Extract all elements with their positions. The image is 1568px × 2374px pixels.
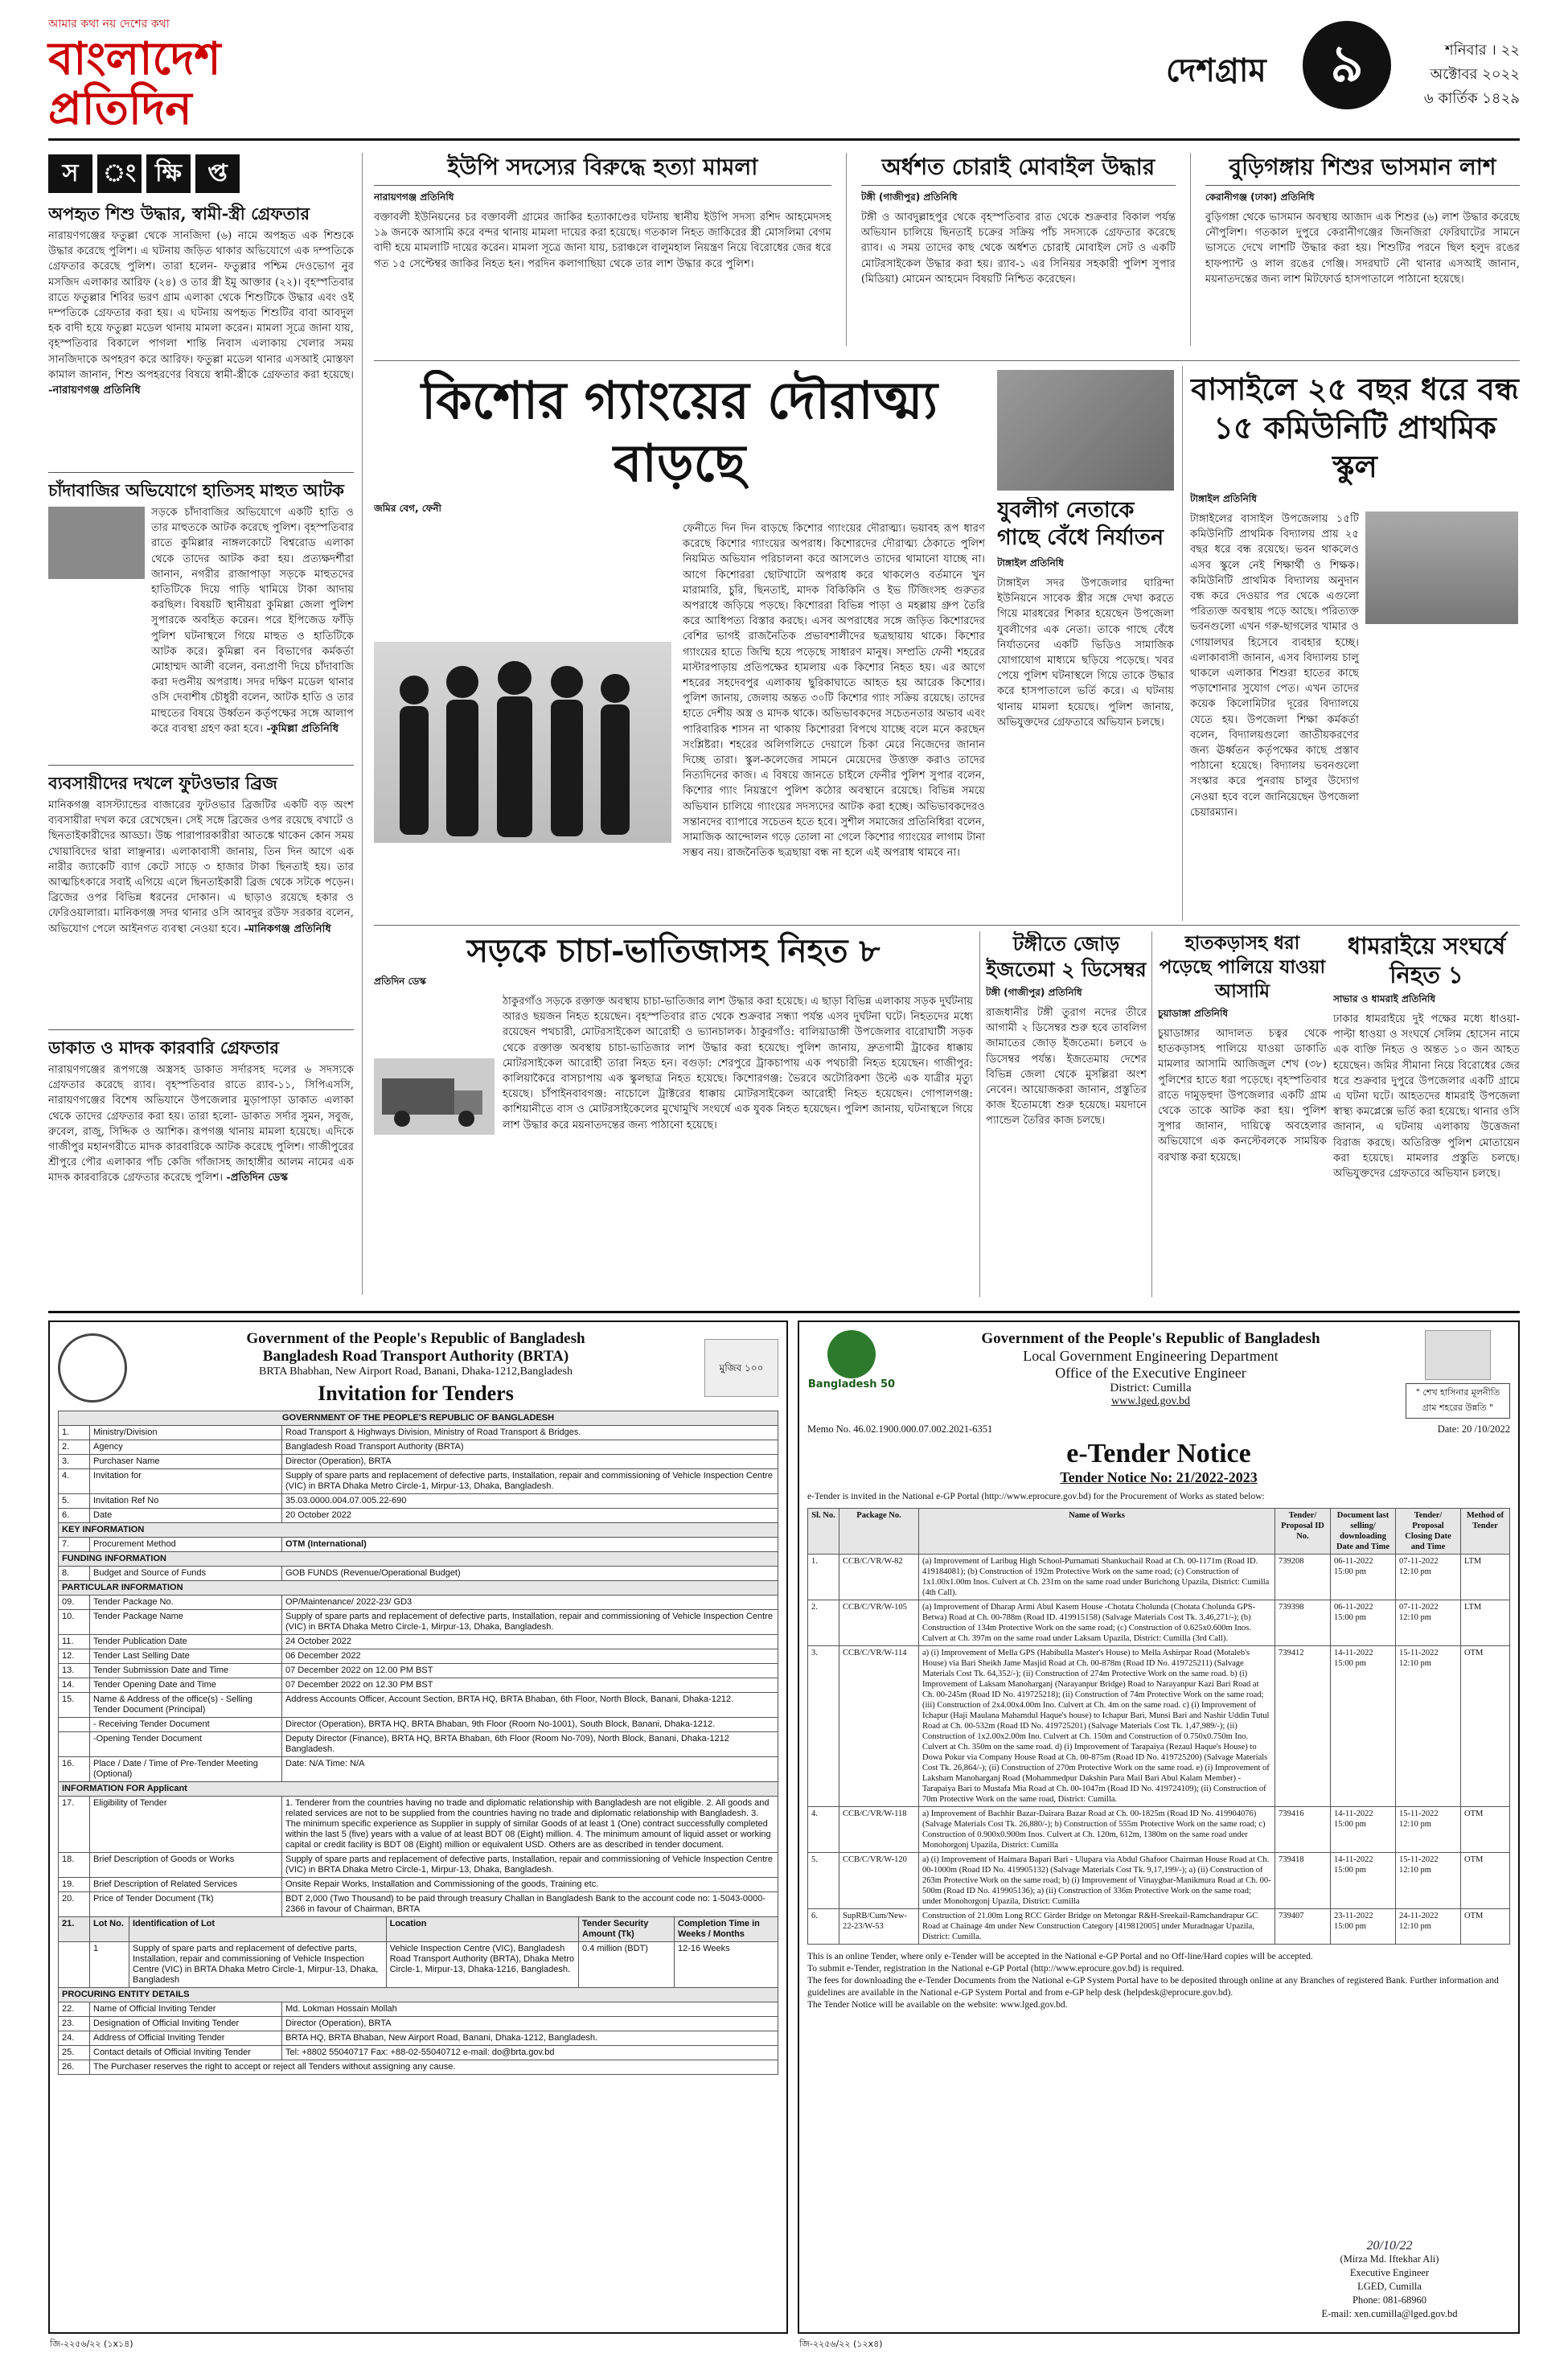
- tagline: আমার কথা নয় দেশের কথা: [48, 18, 170, 31]
- lged-tender-ad: [798, 1320, 1520, 2334]
- story-body: টাঙ্গাইল সদর উপজেলার ঘারিন্দা ইউনিয়নে সাবেক স্ত্রীর সঙ্গে দেখা করতে গিয়ে মারধরের শিকার হয়েছেন উপজেলা যুবলীগের এক নেতা। তাকে গাছে বেঁধে নির্যাতনের একটি ভিডিও সামাজিক যোগাযোগ মাধ্যমে ছড়িয়ে পড়েছে। খবর পেয়ে পুলিশ ঘটনাস্থলে গিয়ে তাকে উদ্ধার করে হাসপাতালে ভর্তি করে। এ ঘটনায় থানায় মামলা হয়েছে। পুলিশ জানায়, অভিযুক্তদের গ্রেফতারে অভিযান চলছে।: [997, 577, 1174, 729]
- memo-date: Date: 20 /10/2022: [1437, 1423, 1510, 1435]
- table-row: 3. CCB/C/VR/W-114 a) (i) Improvement of Mella GPS (Habibulla Master's House) to Mella Ashirpar Road (Motaleb's House) via Bari Sheikh Jame Masjid Road at Ch. 00-878m (Road ID No. 419725211) (Salvage Materials Cost Tk. 64,352/-); (ii) Construction of 274m Protective Work on the same road. b) (i) Improvement of Laksam Manoharganj (Narayanpur Bridge) Road to Narayanpur Kazi Bari Road at Ch. 00-245m (Road ID No. 419725218); (ii) Construction of 74m Protective Work on the same road; (iii) Construction of 2x4.00x4.00m Ino. Culvert at Ch. 4m on the same road. c) (i) Improvement of Ichapur (Haji Maulana Mahamdul Haque's house) to Ichapur Bari, Munsi Bari and Nashir Uddin Tutul Road at Ch. 00-532m (Road ID No. 419725201) (Salvage Materials Cost Tk. 1,47,989/-); (ii) Construction of 1x2.00x2.00m Ino. Culvert at Ch. 150m and Construction of 0.750x0.750m Ino. Culvert at Ch. 350m on the same road. d) (i) Improvement of Tarapaiya (Rezaul Haque's House) to Dowa Pokur via Company House Road at Ch. 00-875m (Road ID No. 419725200) (Salvage Materials Cost Tk. 26,864/-); (ii) Construction of 270m Protective Work on the same road. e) (i) Improvement of Laksham Manoharganj Road (Mohammedpur Dakshin Para Mail Bari Abul Kalam Member) - Tarapaiya Bari to Mustafa Mia Road at Ch. 00-1047m (Road ID No. 419724109); (ii) Construction of 70m Protective Work on the same road, District: Cumilla. 739412 14-11-2022 15:00 pm 15-11-2022 12:10 pm OTM: [808, 1646, 1510, 1807]
- brief-item: [48, 479, 354, 766]
- table-row: 20. Price of Tender Document (Tk) BDT 2,000 (Two Thousand) to be paid through treasury Challan in Bangladesh Bank to the account code no: 1-5043-0000-2366 in favour of Chairman, BRTA: [59, 1892, 778, 1917]
- ad-org-line: Bangladesh Road Transport Authority (BRTA): [262, 1348, 569, 1365]
- silhouettes-icon: [374, 642, 671, 843]
- table-header: Method of Tender: [1461, 1509, 1510, 1555]
- story-body: টঙ্গী ও আবদুল্লাহপুর থেকে বৃহস্পতিবার রাত থেকে শুক্রবার বিকাল পর্যন্ত অভিযান চালিয়ে ছিনতাই চক্রের সক্রিয় পাঁচ সদস্যকে গ্রেফতার করেছে র‌্যাব। এ সময় তাদের কাছ থেকে অর্ধশত চোরাই মোবাইল সেট ও একটি মোটরসাইকেল উদ্ধার করা হয়। র‌্যাব-১ এর সিনিয়র সহকারী পুলিশ সুপার (মিডিয়া) মোমেন আহমেদ বিষয়টি নিশ্চিত করেছেন।: [860, 212, 1176, 285]
- briefs-letter: ং: [97, 154, 142, 193]
- table-row: 6. Date 20 October 2022: [59, 1509, 778, 1523]
- column-rule: [1182, 366, 1183, 921]
- masthead: [48, 14, 1520, 135]
- page-number-badge: ৯: [1303, 21, 1391, 109]
- story-mobile-recovered: [861, 153, 1176, 354]
- lead-left-column: [374, 521, 671, 917]
- table-header: Name of Works: [919, 1509, 1275, 1555]
- lot-header: Completion Time in Weeks / Months: [675, 1917, 778, 1942]
- ad-code: জি-২২৫৬/২২ (১২x৪): [799, 2339, 883, 2349]
- brief-title: চাঁদাবাজির অভিযোগে হাতিসহ মাহুত আটক: [48, 480, 344, 500]
- table-section: INFORMATION FOR Applicant: [59, 1782, 778, 1797]
- column-rule: [979, 931, 980, 1297]
- table-row: 24. Address of Official Inviting Tender BRTA HQ, BRTA Bhaban, New Airport Road, Banani, Dhaka-1212, Bangladesh.: [59, 2031, 778, 2046]
- lot-header: Lot No.: [90, 1917, 129, 1942]
- briefs-banner: [48, 154, 346, 193]
- story-headline: বুড়িগঙ্গায় শিশুর ভাসমান লাশ: [1205, 153, 1520, 186]
- story-tied-to-tree: [997, 497, 1174, 915]
- date-bangla: ৬ কার্তিক ১৪২৯: [1424, 90, 1520, 107]
- story-headline: সড়কে চাচা-ভাতিজাসহ নিহত ৮: [466, 932, 880, 970]
- brief-title: ডাকাত ও মাদক কারবারি গ্রেফতার: [48, 1037, 279, 1058]
- story-dateline: টঙ্গী (গাজীপুর) প্রতিনিধি: [860, 191, 958, 203]
- lead-dateline: জমির বেগ, ফেনী: [374, 503, 441, 514]
- brief-item: [48, 772, 354, 1030]
- school-building-photo: [1365, 511, 1518, 624]
- table-row: 6. SupRB/Cum/New-22-23/W-53 Construction of 21.00m Long RCC Girder Bridge on Metongar R&H-Sreekail-Ramchandrapur GC Road at Chainage 4m under New Construction Category [419812005] under Muradnagar Upazila, District: Cumilla. 739407 23-11-2022 15:00 pm 24-11-2022 12:10 pm OTM: [808, 1909, 1510, 1945]
- lead-body: ফেনীতে দিন দিন বাড়ছে কিশোর গ্যাংয়ের দৌরাত্ম্য। ভয়াবহ রূপ ধারণ করেছে কিশোর গ্যাংয়ের অপরাধ। কিশোরদের দৌরাত্ম্য ঠেকাতে পুলিশ নিয়মিত অভিযান পরিচালনা করে আসলেও তাদের থামানো যাচ্ছে না। আগে কিশোররা ছোটখাটো অপরাধ করে থাকলেও বর্তমানে খুন মারামারি, চুরি, ছিনতাই, মাদক বিকিকিনি ও ইভ টিজিংসহ গুরুতর অপরাধে জড়িয়ে পড়ছে। কিশোররা বিভিন্ন পাড়া ও মহল্লায় গ্রুপ তৈরি করে আধিপত্য বিস্তার করছে। এসব অপরাধের সঙ্গে জড়িত কিশোরদের বেশির ভাগই রাজনৈতিক প্রভাবশালীদের ছত্রছায়ায় থাকে। কিশোর গ্যাংয়ের হাতে জিম্মি হয়ে পড়েছে সাধারণ মানুষ। সম্প্রতি ফেনী শহরের মাস্টারপাড়ায় প্রতিপক্ষের হামলায় এক কিশোর নিহত হয়। এর আগে শহরের সহদেবপুর এলাকায় ছুরিকাঘাতে আহত হয় আরেক কিশোর। পুলিশ জানায়, জেলায় অন্তত ৩০টি কিশোর গ্যাং সক্রিয় রয়েছে। তাদের হাতে দেশীয় অস্ত্র ও মাদক থাকে। অভিভাবকদের সচেতনতার অভাব এবং পারিবারিক শাসন না থাকায় কিশোররা বিপথে যাচ্ছে বলে মনে করছেন সংশ্লিষ্টরা। শহরের অলিগলিতে দেয়ালে চিকা মেরে নিজেদের জানান দিচ্ছে তারা। স্কুল-কলেজের সামনে মেয়েদের উত্ত্যক্ত করাও তাদের নিত্যদিনের কাজ। এ বিষয়ে জানতে চাইলে ফেনীর পুলিশ সুপার বলেন, কিশোর গ্যাং নিয়ন্ত্রণে পুলিশ কঠোর অবস্থানে রয়েছে। বিভিন্ন সময়ে অভিযান চালিয়ে গ্যাংয়ের সদস্যদের আটক করা হচ্ছে। অভিভাবকদেরও সন্তানদের ব্যাপারে সচেতন হতে হবে। সুশীল সমাজের প্রতিনিধিরা বলেন, সামাজিক আন্দোলন গড়ে তোলা না গেলে কিশোর গ্যাংয়ের লাগাম টানা সম্ভব নয়। রাজনৈতিক ছত্রছায়া বন্ধ না হলে এই অপরাধ থামবে না।: [683, 523, 985, 860]
- ad-office-line: Office of the Executive Engineer: [1055, 1365, 1246, 1381]
- ad-website: www.lged.gov.bd: [1110, 1395, 1191, 1407]
- table-row: 19. Brief Description of Related Services Onsite Repair Works, Installation and Commissioning of the goods, Training etc.: [59, 1878, 778, 1892]
- tender-note: To submit e-Tender, registration in the National e-GP Portal (http://www.eprocure.gov.bd) is required.: [807, 1964, 1184, 1974]
- table-row: 17. Eligibility of Tender 1. Tenderer from the countries having no trade and diplomatic relationship with Bangladesh are not eligible. 2. All goods and related services are not to be supplied from the countries having no trade and diplomatic relationship with Bangladesh. 3. The minimum specific experience as Supplier in supply of similar Goods of at least 1 (One) contract successfully completed within the last 5 (five) years with a value of at least BDT 08 (Eight) million. 4. The minimum amount of liquid asset or working capital or credit facility is BDT 08 (Eight) million or equivalent USD. Others are as described in tender document.: [59, 1797, 778, 1853]
- brief-body: মানিকগঞ্জ বাসস্ট্যান্ডের বাজারের ফুটওভার ব্রিজটির একটি বড় অংশ ব্যবসায়ীরা দখল করে রেখেছেন। সেই সঙ্গে ব্রিজের ওপর রয়েছে বখাটে ও ছিনতাইকারীদের আড্ডা। উচ্চ পারাপারকারীরা আতঙ্কে থাকেন কোন সময় খোয়াবিদের দ্বারা লাঞ্ছনার। এলাকাবাসী জানায়, তিন দিন আগে এক নারীর জ্যাকেটি ব্যাগ কেটে সাড়ে ৩ হাজার টাকা ছিনতাই হয়। তার আত্মচিৎকারে সবাই এগিয়ে এলে ছিনতাইকারী ব্রিজ থেকে সটকে পড়েন। ব্রিজের ওপর বিভিন্ন ধরনের দোকান। এ ছাড়াও রয়েছে হকার ও ফেরিওয়ালারা। মানিকগঞ্জ সদর থানার ওসি আবদুর রউফ সরকার বলেন, অভিযোগ পেলে আইনগত ব্যবস্থা নেওয়া হবে। -মানিকগঞ্জ প্রতিনিধি: [48, 799, 354, 935]
- story-headline: অর্ধশত চোরাই মোবাইল উদ্ধার: [861, 153, 1176, 186]
- signature-block: [1293, 2239, 1486, 2321]
- table-row: 2. Agency Bangladesh Road Transport Authority (BRTA): [59, 1440, 778, 1455]
- table-row: 7. Procurement Method OTM (International): [59, 1538, 778, 1552]
- table-row: 14. Tender Opening Date and Time 07 December 2022 on 12.30 PM BST: [59, 1678, 778, 1693]
- elephant-photo: [48, 507, 145, 579]
- table-row: 25. Contact details of Official Inviting Tender Tel: +8802 55040717 Fax: +88-02-55040712 e-mail: do@brta.gov.bd: [59, 2046, 778, 2060]
- story-dateline: নারায়ণগঞ্জ প্রতিনিধি: [374, 191, 454, 203]
- table-header: Document last selling/ downloading Date and Time: [1331, 1509, 1396, 1555]
- brta-tender-table: [58, 1411, 778, 1917]
- ad-gov-line: Government of the People's Republic of Bangladesh: [981, 1330, 1320, 1347]
- table-header: Tender/ Proposal ID No.: [1275, 1509, 1331, 1555]
- story-child-body: [1205, 153, 1520, 354]
- table-row: 1 Supply of spare parts and replacement of defective parts, Installation, repair and commissioning of Vehicle Inspection Centre (VIC) in BRTA Dhaka Metro Circle-1, Mirpur-13, Dhaka, Bangladesh Vehicle Inspection Centre (VIC), Bangladesh Road Transport Authority (BRTA), Dhaka Metro Circle-1, Mirpur-13, Dhaka-1216, Bangladesh. 0.4 million (BDT) 12-16 Weeks: [59, 1942, 778, 1988]
- pm-portrait-image: [1425, 1330, 1491, 1380]
- table-section: KEY INFORMATION: [59, 1523, 778, 1538]
- section-rule: [374, 925, 1520, 926]
- ad-address: BRTA Bhabhan, New Airport Road, Banani, Dhaka-1212,Bangladesh: [259, 1366, 573, 1378]
- table-row: 5. Invitation Ref No 35.03.0000.004.07.005.22-690: [59, 1494, 778, 1509]
- story-headline: টঙ্গীতে জোড় ইজতেমা ২ ডিসেম্বর: [986, 932, 1147, 981]
- table-row: 1. Ministry/Division Road Transport & Highways Division, Ministry of Road Transport & Bridges.: [59, 1426, 778, 1440]
- table-row: 09. Tender Package No. OP/Maintenance/ 2022-23/ GD3: [59, 1596, 778, 1610]
- story-dhamrai-clash: [1333, 931, 1520, 1297]
- table-title: GOVERNMENT OF THE PEOPLE'S REPUBLIC OF BANGLADESH: [59, 1411, 778, 1426]
- story-body: রাজধানীর টঙ্গী তুরাগ নদের তীরে আগামী ২ ডিসেম্বর শুরু হবে তাবলিগ জামাতের জোড় ইজতেমা। চলবে ৬ ডিসেম্বর পর্যন্ত। ইজতেমায় দেশের বিভিন্ন জেলা থেকে মুসল্লিরা অংশ নেবেন। আয়োজকরা জানান, প্রস্তুতির কাজ ইতোমধ্যে শুরু হয়েছে। ময়দানে প্যান্ডেল তৈরির কাজ চলছে।: [986, 1007, 1147, 1127]
- signer-org: LGED, Cumilla: [1357, 2281, 1422, 2292]
- table-header: Package No.: [839, 1509, 919, 1555]
- story-body: বুড়িগঙ্গা থেকে ভাসমান অবস্থায় আজাদ এক শিশুর (৬) লাশ উদ্ধার করেছে নৌপুলিশ। গতকাল দুপুরে কেরানীগঞ্জের জিনজিরা ফেরিঘাটের সামনে ভাসতে দেখে লাশটি উদ্ধার করা হয়। শিশুটির পরনে ছিল হলুদ রঙের হাফপ্যান্ট ও লাল রঙের গেঞ্জি। সদরঘাট নৌ থানার এসআই জানান, ময়নাতদন্তের জন্য লাশ মিটফোর্ড হাসপাতালে পাঠানো হয়েছে।: [1205, 212, 1520, 285]
- brief-title: অপহৃত শিশু উদ্ধার, স্বামী-স্ত্রী গ্রেফতার: [48, 203, 310, 224]
- section-rule: [374, 360, 1520, 361]
- newspaper-logo: [48, 14, 338, 135]
- table-row: -Opening Tender Document Deputy Director (Finance), BRTA HQ, BRTA Bhaban, 6th Floor (Room No-709), North Block, Banani, Dhaka-1212 Bangladesh.: [59, 1732, 778, 1757]
- ad-dept-line: Local Government Engineering Department: [1023, 1348, 1279, 1364]
- story-dateline: সাভার ও ধামরাই প্রতিনিধি: [1333, 993, 1436, 1004]
- top-stories-strip: [374, 153, 1520, 354]
- lot-header: Tender Security Amount (Tk): [579, 1917, 675, 1942]
- table-row: 23. Designation of Official Inviting Tender Director (Operation), BRTA: [59, 2017, 778, 2031]
- tender-note: The fees for downloading the e-Tender Documents from the National e-GP System Portal have to be deposited through online at any Branches of registered Bank. Further information and guidelines are available in the National e-GP System Portal and from e-GP help desk (helpdesk@eprocure.gov.bd).: [807, 1976, 1499, 1998]
- table-row: 13. Tender Submission Date and Time 07 December 2022 on 12.00 PM BST: [59, 1664, 778, 1678]
- table-section: FUNDING INFORMATION: [59, 1552, 778, 1567]
- lot-header: Location: [386, 1917, 578, 1942]
- story-dateline: টাঙ্গাইল প্রতিনিধি: [1190, 493, 1257, 504]
- signer-email: E-mail: xen.cumilla@lged.gov.bd: [1321, 2308, 1458, 2319]
- newspaper-title: বাংলাদেশ প্রতিদিন: [48, 32, 221, 135]
- brta-tender-ad: [48, 1320, 788, 2334]
- briefs-letter: স: [48, 154, 92, 193]
- table-section: PARTICULAR INFORMATION: [59, 1581, 778, 1596]
- table-row: 4. Invitation for Supply of spare parts and replacement of defective parts, Installation, repair and commissioning of Vehicle Inspection Centre (VIC) in BRTA Dhaka Metro Circle-1, Mirpur-13, Dhaka, Bangladesh.: [59, 1469, 778, 1494]
- story-body: ঠাকুরগাঁও সড়কে রক্তাক্ত অবস্থায় চাচা-ভাতিজার লাশ উদ্ধার করা হয়েছে। এ ছাড়া বিভিন্ন এলাকায় সড়ক দুর্ঘটনায় আরও ছয়জন নিহত হয়েছেন। বৃহস্পতিবার রাত থেকে শুক্রবার সন্ধ্যা পর্যন্ত এসব দুর্ঘটনা ঘটে। নিহতদের মধ্যে রয়েছেন পথচারী, মোটরসাইকেল আরোহী ও ভ্যানচালক। ঠাকুরগাঁও: বালিয়াডাঙ্গী উপজেলার বারোঘাটী সড়ক থেকে রক্তাক্ত অবস্থায় চাচা-ভাতিজার লাশ উদ্ধার করা হয়েছে। পুলিশ জানায়, দ্রুতগামী ট্রাকের ধাক্কায় মোটরসাইকেল আরোহী তারা নিহত হন। বগুড়া: শেরপুরে ট্রাকচাপায় এক পথচারী নিহত হয়েছেন। গাজীপুর: কালিয়াকৈরে বাসচাপায় এক স্কুলছাত্র নিহত হয়েছে। কিশোরগঞ্জ: ভৈরবে অটোরিকশা উল্টে এক যাত্রীর মৃত্যু হয়েছে। চাঁপাইনবাবগঞ্জ: নাচোলে ট্রাক্টরের ধাক্কায় মোটরসাইকেল আরোহী নিহত হয়েছেন। গোপালগঞ্জ: কাশিয়ানীতে বাস ও মোটরসাইকেলের মুখোমুখি সংঘর্ষে এক যুবক নিহত হয়েছেন। পুলিশ জানায়, ঘটনাস্থলে গিয়ে লাশ উদ্ধার করে ময়নাতদন্তের জন্য পাঠানো হয়েছে।: [503, 996, 973, 1132]
- slogan-text: " শেখ হাসিনার মূলনীতি গ্রাম শহরের উন্নতি ": [1406, 1383, 1510, 1419]
- ad-gov-line: Government of the People's Republic of Bangladesh: [246, 1330, 585, 1347]
- memo-number: Memo No. 46.02.1900.000.07.002.2021-6351: [807, 1423, 993, 1435]
- signature-date: 20/10/22: [1366, 2239, 1413, 2253]
- table-row: 26. The Purchaser reserves the right to accept or reject all Tenders without assigning any cause.: [59, 2060, 778, 2075]
- table-row: 15. Name & Address of the office(s) - Selling Tender Document (Principal) Address Accounts Officer, Account Section, BRTA HQ, BRTA Bhaban, 6th Floor, North Block, Banani, Dhaka-1212.: [59, 1693, 778, 1718]
- story-body: বক্তাবলী ইউনিয়নের চর বক্তাবলী গ্রামের জাকির হত্যাকাণ্ডের ঘটনায় স্থানীয় ইউপি সদস্য রশিদ আহমেদসহ ১৯ জনকে আসামি করে বন্দর থানায় মামলা দায়ের করা হয়েছে। গতকাল নিহত জাকিরের স্ত্রী মোসলিমা বেগম বাদী হয়ে মামলাটি দায়ের করেন। মামলা সূত্রে জানা যায়, চরাঞ্চলে বালুমহাল নিয়ন্ত্রণ নিয়ে বিরোধের জের ধরে গত ১৫ সেপ্টেম্বর জাকির নিহত হন। পরদিন কলাগাছিয়া থেকে তার লাশ উদ্ধার করে পুলিশ।: [374, 212, 831, 270]
- story-body: চুয়াডাঙ্গার আদালত চত্বর থেকে হাতকড়াসহ পালিয়ে যাওয়া ডাকাতি মামলার আসামি আজিজুল শেখ (৩৮) পুলিশের হাতে ধরা পড়েছে। বৃহস্পতিবার রাতে দামুড়হুদা উপজেলার একটি গ্রাম থেকে তাকে আটক করা হয়। পুলিশ সুপার জানান, দায়িত্বে অবহেলার অভিযোগে এক কনস্টেবলকে সাময়িক বরখাস্ত করা হয়েছে।: [1158, 1028, 1327, 1164]
- bangladesh-50-logo: Bangladesh 50: [807, 1330, 896, 1394]
- tender-notice-number: Tender Notice No: 21/2022-2023: [1060, 1469, 1258, 1485]
- ad-heading: Invitation for Tenders: [318, 1382, 514, 1405]
- lead-headline: কিশোর গ্যাংয়ের দৌরাত্ম্য বাড়ছে: [421, 371, 938, 494]
- truck-illustration: [374, 1058, 495, 1135]
- ads-rule: [48, 1311, 1520, 1313]
- tender-notes: [807, 1951, 1510, 2011]
- story-headline: ইউপি সদস্যের বিরুদ্ধে হত্যা মামলা: [374, 153, 831, 186]
- brief-body: নারায়ণগঞ্জের ফতুল্লা থেকে সানজিদা (৬) নামে অপহৃত এক শিশুকে উদ্ধার করেছে পুলিশ। এ ঘটনায় জড়িত থাকার অভিযোগে এক দম্পতিকে গ্রেফতার করেছে পুলিশ। তারা হলেন- ফতুল্লার পশ্চিম দেওভোগ নুর মসজিদ এলাকার আরিফ (২৪) ও তার স্ত্রী ইমু আক্তার (২২)। বৃহস্পতিবার রাতে ফতুল্লার শিবির ভরণ গ্রাম এলাকা থেকে শিশুটিকে উদ্ধার এবং ওই দম্পতিকে গ্রেফতার করা হয়। এ ঘটনায় অপহৃত শিশুটির বাবা আবদুল হক বাদী হয়ে ফতুল্লা মডেল থানায় মামলা করেন। মামলা সূত্রে জানা যায়, বৃহস্পতিবার বিকালে পাগলা শান্তি নিবাস এলাকায় খেলার সময় সানজিদাকে অপহরণ করে আরিফ। ফতুল্লা মডেল থানার এসআই মোস্তফা কামাল জানান, শিশু অপহরণের বিষয়ে স্বামী-স্ত্রীকে গ্রেফতার করা হয়েছে। -নারায়ণগঞ্জ প্রতিনিধি: [48, 230, 354, 397]
- story-headline: যুবলীগ নেতাকে গাছে বেঁধে নির্যাতন: [997, 498, 1164, 550]
- lot-serial-header: 21.: [59, 1917, 90, 1942]
- story-closed-schools: [1190, 370, 1520, 917]
- briefs-letter: ক্ষি: [146, 154, 191, 193]
- lot-header: Identification of Lot: [129, 1917, 387, 1942]
- ad-district: District: Cumilla: [1110, 1382, 1192, 1394]
- table-row: 12. Tender Last Selling Date 06 December 2022: [59, 1649, 778, 1664]
- ad-heading: e-Tender Notice: [1066, 1439, 1251, 1468]
- table-row: 5. CCB/C/VR/W-120 a) (i) Improvement of Haimara Bapari Bari - Ulupara via Abdul Ghafoor Chairman House Road at Ch. 00-1000m (Road ID No. 419905132) (Salvage Materials Cost Tk. 9,17,199/-); a) (ii) Construction of 263m Protective Work on the same road; b) (i) Improvement of Vinaygbar-Manikmura Road at Ch. 00-500m (Road ID No. 419905136); a) (ii) Construction of 336m Protective Work on the same road; under Monohorgonj Upazila, District: Cumilla 739418 14-11-2022 15:00 pm 15-11-2022 12:10 pm OTM: [808, 1853, 1510, 1909]
- column-rule: [1151, 931, 1152, 1297]
- table-row: 11. Tender Publication Date 24 October 2022: [59, 1635, 778, 1649]
- story-headline: বাসাইলে ২৫ বছর ধরে বন্ধ ১৫ কমিউনিটি প্রাথমিক স্কুল: [1191, 371, 1519, 484]
- section-name: দেশগ্রাম: [1166, 51, 1266, 89]
- pm-slogan-block: [1406, 1330, 1510, 1419]
- lged-tender-table: [807, 1508, 1510, 1945]
- table-row: 3. Purchaser Name Director (Operation), BRTA: [59, 1455, 778, 1469]
- story-road-accidents: [374, 931, 973, 1301]
- tender-intro: e-Tender is invited in the National e-GP Portal (http://www.eprocure.gov.bd) for the Procurement of Works as stated below:: [807, 1492, 1265, 1501]
- date-gregorian: শনিবার । ২২ অক্টোবর ২০২২: [1430, 42, 1520, 83]
- brief-title: ব্যবসায়ীদের দখলে ফুটওভার ব্রিজ: [48, 773, 277, 793]
- tender-note: The Tender Notice will be available on the website: www.lged.gov.bd.: [807, 2000, 1068, 2010]
- story-dateline: চুয়াডাঙ্গা প্রতিনিধি: [1158, 1008, 1229, 1019]
- story-body: ঢাকার ধামরাইয়ে দুই পক্ষের মধ্যে ধাওয়া-পাল্টা ধাওয়া ও সংঘর্ষে সেলিম হোসেন নামে এক ব্যক্তি নিহত ও অন্তত ১০ জন আহত হয়েছেন। জমির সীমানা নিয়ে বিরোধের জের ধরে শুক্রবার দুপুরে উপজেলার একটি গ্রামে এ ঘটনা ঘটে। আহতদের ধামরাই উপজেলা স্বাস্থ্য কমপ্লেক্সে ভর্তি করা হয়েছে। থানার ওসি জানান, এ ঘটনায় এলাকায় উত্তেজনা বিরাজ করছে। অতিরিক্ত পুলিশ মোতায়েন করা হয়েছে। মামলার প্রস্তুতি চলছে। অভিযুক্তদের গ্রেফতারে অভিযান চলছে।: [1333, 1013, 1520, 1181]
- story-dateline: টঙ্গী (গাজীপুর) প্রতিনিধি: [986, 987, 1082, 998]
- signer-name: (Mirza Md. Iftekhar Ali): [1340, 2253, 1439, 2265]
- column-rule: [846, 153, 847, 346]
- tender-note: This is an online Tender, where only e-Tender will be accepted in the National e-GP Portal and no Off-line/Hard copies will be accepted.: [807, 1952, 1313, 1961]
- table-row: 4. CCB/C/VR/W-118 a) Improvement of Bachhir Bazar-Dairara Bazar Road at Ch. 00-1825m (Road ID No. 419904076) (Salvage Materials Cost Tk. 26,880/-); b) Construction of 555m Protective Work on the same road; c) Construction of 0.900x0.900m Inos. Culvert at Ch. 120m, 612m, 1380m on the same road under Monohorgonj Upazila, District: Cumilla 739416 14-11-2022 15:00 pm 15-11-2022 12:10 pm OTM: [808, 1807, 1510, 1853]
- gang-silhouette-image: [374, 642, 671, 843]
- truck-icon: [374, 1058, 495, 1135]
- table-row: 10. Tender Package Name Supply of spare parts and replacement of defective parts, Installation, repair and commissioning of Vehicle Inspection Centre (VIC) in BRTA Dhaka Metro Circle-1, Mirpur-13, Dhaka, Bangladesh.: [59, 1610, 778, 1635]
- story-dateline: টাঙ্গাইল প্রতিনিধি: [997, 557, 1064, 569]
- brta-entity-table: [58, 1987, 778, 2075]
- story-dateline: কেরানীগঞ্জ (ঢাকা) প্রতিনিধি: [1205, 191, 1315, 203]
- mujib-100-logo: মুজিব ১০০: [704, 1339, 778, 1397]
- brief-body: নারায়ণগঞ্জের রূপগঞ্জে অস্ত্রসহ ডাকাত সর্দারসহ দলের ৬ সদস্যকে গ্রেফতার করেছে র‌্যাব। বৃহস্পতিবার রাতে র‌্যাব-১১, সিপিএসসি, নারায়ণগঞ্জের বিশেষ অভিযানে উপজেলার মুড়াপাড়া ডাকাত এলাকা থেকে তাদের গ্রেফতার করা হয়। তারা হলো- ডাকাত সর্দার সুমন, সবুজ, রুবেল, রাজু, সিদ্দিক ও আশিক। রূপগঞ্জ থানায় মামলা হয়েছে। এদিকে গাজীপুর মহানগরীতে মাদক কারবারিকে আটক করেছে পুলিশ। গাজীপুরের শ্রীপুরে পৌর এলাকার পাঁচ কেজি গাঁজাসহ জাহাঙ্গীর আলম নামের এক মাদক কারবারিকে গ্রেফতার করেছে পুলিশ। -প্রতিদিন ডেস্ক: [48, 1064, 354, 1185]
- brta-lot-table: [58, 1916, 778, 1988]
- table-row: 8. Budget and Source of Funds GOB FUNDS (Revenue/Operational Budget): [59, 1567, 778, 1581]
- signer-title: Executive Engineer: [1349, 2267, 1430, 2278]
- story-body: টাঙ্গাইলের বাসাইল উপজেলায় ১৫টি কমিউনিটি প্রাথমিক বিদ্যালয় প্রায় ২৫ বছর ধরে বন্ধ রয়েছে। ভবন থাকলেও এসব স্কুলে নেই শিক্ষার্থী ও শিক্ষক। কমিউনিটি প্রাথমিক বিদ্যালয় অনুদান বন্ধ করে দেওয়ার পর থেকে এগুলো পরিত্যক্ত অবস্থায় পড়ে আছে। পরিত্যক্ত ভবনগুলো এখন গরু-ছাগলের খামার ও গোয়ালঘর হিসেবে ব্যবহার হচ্ছে। এলাকাবাসী জানান, এসব বিদ্যালয় চালু থাকলে এলাকার শিশুরা হাতের কাছে পড়াশোনার সুযোগ পেত। এখন তাদের কয়েক কিলোমিটার দূরের বিদ্যালয়ে যেতে হয়। উপজেলা শিক্ষা কর্মকর্তা বলেন, বিদ্যালয়গুলো জাতীয়করণের জন্য ঊর্ধ্বতন কর্তৃপক্ষের কাছে প্রস্তাব পাঠানো হয়েছে। বিদ্যালয় ভবনগুলো সংস্কার করে পুনরায় চালুর উদ্যোগ নেওয়া হবে বলে জানিয়েছেন উপজেলা চেয়ারম্যান।: [1190, 513, 1359, 819]
- golden-jubilee-icon: [827, 1330, 876, 1378]
- table-row: 1. CCB/C/VR/W-82 (a) Improvement of Laribug High School-Purnamati Shankuchail Road at Ch. 00-1171m (Road ID. 419184081); (b) Construction of 192m Protective Work on the same road; (c) Construction of 1x1.00x1.00m Inos. Culvert at Ch. 231m on the same road under Burichong Upazila, District: Cumilla (4th Call). 739208 06-11-2022 15:00 pm 07-11-2022 12:10 pm LTM: [808, 1555, 1510, 1600]
- table-header: Sl. No.: [808, 1509, 839, 1555]
- lead-story: [374, 370, 985, 917]
- table-section: PROCURING ENTITY DETAILS: [59, 1988, 778, 2002]
- table-row: 18. Brief Description of Goods or Works Supply of spare parts and replacement of defective parts, Installation, repair and commissioning of Vehicle Inspection Centre (VIC) in BRTA Dhaka Metro Circle-1, Mirpur-13, Dhaka, Bangladesh.: [59, 1853, 778, 1878]
- table-row: - Receiving Tender Document Director (Operation), BRTA HQ, BRTA Bhaban, 9th Floor (Room No-1001), South Block, Banani, Dhaka-1212.: [59, 1718, 778, 1732]
- column-rule: [362, 153, 363, 1295]
- tied-to-tree-photo: [997, 370, 1174, 491]
- ad-code: জি-২২৫৬/২২ (১x১৪): [50, 2339, 133, 2349]
- brief-item: [48, 1037, 354, 1294]
- briefs-letter: প্ত: [195, 154, 240, 193]
- brta-emblem-icon: [58, 1333, 127, 1403]
- story-headline: ধামরাইয়ে সংঘর্ষে নিহত ১: [1347, 932, 1506, 988]
- masthead-rule: [48, 138, 1520, 141]
- table-row: 2. CCB/C/VR/W-105 (a) Improvement of Dharap Armi Abul Kasem House -Chotata Cholunda (Chotata Cholunda GPS-Betwa) Road at Ch. 00-788m (Road ID. 419915158) (Salvage Materials Cost Tk. 3,46,271/-); (b) Construction of 134m Protective Work on the same road; (c) Construction of 0.625x0.600m Inos. Culvert at Ch. 397m on the same road under Laksam Upazila, District: Cumilla (3rd Call). 739398 06-11-2022 15:00 pm 07-11-2022 12:10 pm LTM: [808, 1600, 1510, 1646]
- story-dateline: প্রতিদিন ডেস্ক: [374, 975, 426, 987]
- column-rule: [1190, 153, 1191, 346]
- table-header: Tender/ Proposal Closing Date and Time: [1396, 1509, 1461, 1555]
- briefs-column: [48, 203, 354, 1304]
- brief-body: সড়কে চাঁদাবাজির অভিযোগে একটি হাতি ও তার মাহুতকে আটক করেছে পুলিশ। বৃহস্পতিবার রাতে কুমিল্লার নাঙ্গলকোটে বিশ্বরোড এলাকা থেকে তাদের আটক করা হয়। প্রত্যক্ষদর্শীরা জানান, নগরীর রাজাপাড়া সড়কে মাহুতদের হাতিটিকে দিয়ে গাড়ি থামিয়ে টাকা আদায় করছিল। বিষয়টি স্থানীয়রা কুমিল্লা জেলা পুলিশ সুপারকে অবহিত করেন। পরে ইপিজেড ফাঁড়ি পুলিশ ঘটনাস্থলে গিয়ে মাহুত ও হাতিটিকে আটক করে। কুমিল্লা বন বিভাগের কর্মকর্তা মোহাম্মদ আলী বলেন, বন্যপ্রাণী দিয়ে চাঁদাবাজি করা দণ্ডনীয় অপরাধ। সদর দক্ষিণ মডেল থানার ওসি দেবাশীষ চৌধুরী বলেন, আটক হাতি ও তার মাহুতের বিষয়ে উর্ধ্বতন কর্তৃপক্ষের সঙ্গে আলাপ করে ব্যবস্থা গ্রহণ করা হবে। -কুমিল্লা প্রতিনিধি: [151, 507, 354, 735]
- story-escaped-accused: [1158, 931, 1327, 1297]
- story-murder-case: [374, 153, 831, 354]
- brief-item: [48, 203, 354, 473]
- table-row: 22. Name of Official Inviting Tender Md. Lokman Hossain Mollah: [59, 2002, 778, 2017]
- story-ijtema: [986, 931, 1147, 1297]
- story-headline: হাতকড়াসহ ধরা পড়েছে পালিয়ে যাওয়া আসামি: [1159, 932, 1326, 1002]
- issue-dates: [1407, 39, 1520, 111]
- signer-phone: Phone: 081-68960: [1352, 2294, 1426, 2306]
- table-row: 16. Place / Date / Time of Pre-Tender Meeting (Optional) Date: N/A Time: N/A: [59, 1757, 778, 1782]
